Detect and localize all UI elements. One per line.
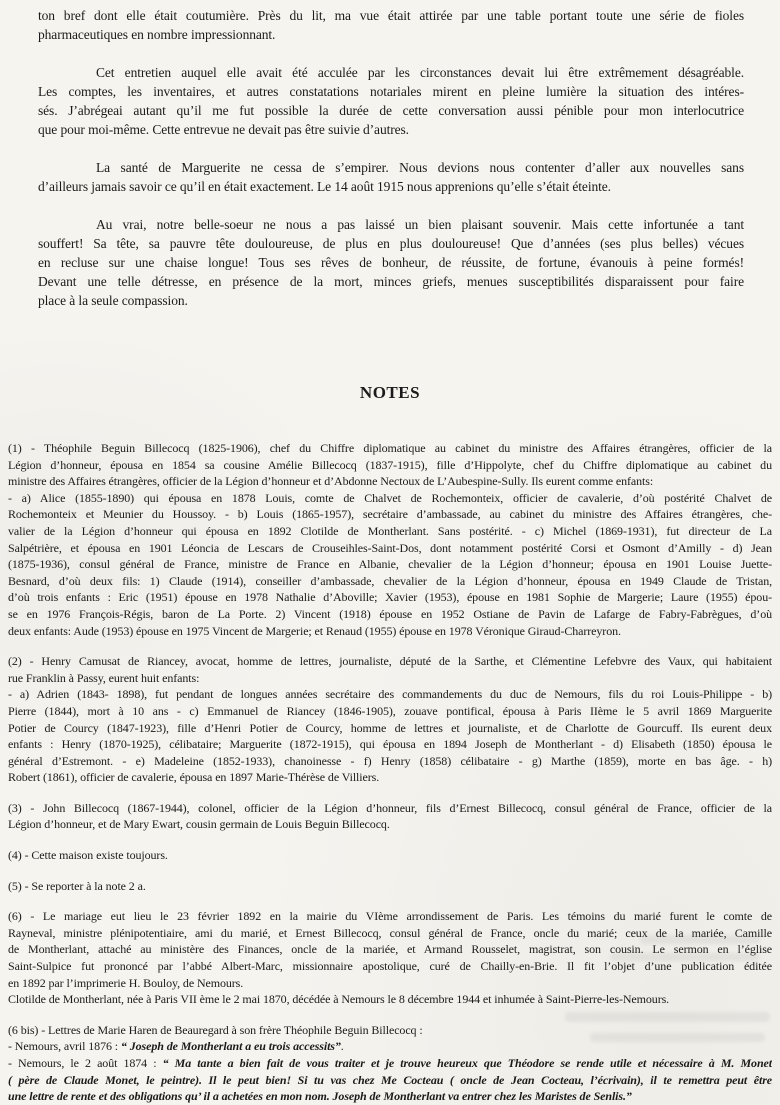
text-line	[8, 1088, 772, 1105]
text-segment: se en 1976 François-Régis, baron de La Porte. 2) Vincent (1918) épouse en 1952 Ostiane de Pavin de Lafarge de Fabry-Fabrègues, d’où	[8, 606, 772, 621]
text-segment: (3) - John Billecocq (1867-1944), colonel, officier de la Légion d’honneur, fils d’Ernest Billecocq, consul général de France, officier de la	[8, 800, 772, 815]
text-segment: Clotilde de Montherlant, née à Paris VII ème le 2 mai 1870, décédée à Nemours le 8 décembre 1944 et inhumée à Saint-Pierre-les-Nemours.	[8, 992, 670, 1007]
text-segment: que pour moi-même. Cette entrevue ne devait pas être suivie d’autres.	[38, 122, 409, 137]
body-paragraph	[38, 215, 744, 310]
text-line	[38, 158, 744, 177]
text-segment: général d’Estremont. - e) Madeleine (1852-1933), chanoinesse - f) Henry (1858) célibataire - g) Marthe (1859), morte en bas âge. - h)	[8, 753, 772, 768]
note-block	[8, 847, 772, 864]
bleedthrough-artifact	[640, 935, 760, 944]
text-line	[38, 25, 744, 44]
text-segment: d’où trois enfants : Eric (1951) épouse en 1978 Nathalie d’Aboville; Xavier (1953), épouse en 1981 Sophie de Margerie; Laure (1955) épou-	[8, 590, 772, 605]
text-segment: pharmaceutiques en nombre impressionnant.	[38, 27, 276, 42]
text-segment: Au vrai, notre belle-soeur ne nous a pas laissé un bien plaisant souvenir. Mais cette infortunée a tant	[96, 217, 744, 232]
text-line	[8, 703, 772, 720]
text-segment: sés. J’abrégeai autant qu’il me fut possible la durée de cette conversation aussi pénible pour mon interlocutrice	[38, 103, 744, 118]
text-segment: enfants : Henry (1870-1925), célibataire; Marguerite (1872-1915), qui épousa en 1894 Joseph de Montherlant - d) Elisabeth (1850) épousa le	[8, 737, 772, 752]
text-segment: deux enfants: Aude (1953) épouse en 1975 Vincent de Margerie; et Renaud (1955) épouse en 1978 Véronique Giraud-Charreyron.	[8, 623, 621, 638]
note-block	[8, 440, 772, 639]
text-segment: (4) - Cette maison existe toujours.	[8, 848, 168, 863]
text-segment: Salpétrière, et épousa en 1901 Léoncia de Lescars de Crouseihles-Saint-Dos, dont notamment postérité Corsi et Osmont d’Amilly - d) Jean	[8, 540, 772, 555]
text-line	[8, 556, 772, 573]
text-segment: ministre des Affaires étrangères, officier de la Légion d’honneur et d’Abdonne Nectoux de L’Aubespine-Sully. Ils eurent comme enfants:	[8, 474, 654, 489]
text-line	[8, 686, 772, 703]
text-line	[8, 1072, 772, 1089]
text-line	[8, 975, 772, 992]
text-line	[38, 101, 744, 120]
text-line	[38, 234, 744, 253]
text-line	[38, 120, 744, 139]
text-segment: (5) - Se reporter à la note 2 a.	[8, 878, 146, 893]
text-segment: Robert (1861), officier de cavalerie, épousa en 1897 Marie-Thérèse de Villiers.	[8, 770, 380, 785]
text-line	[38, 291, 744, 310]
text-line	[8, 720, 772, 737]
italic-quote-segment: ( père de Claude Monet, le peintre). Il le peut bien! Si tu vas chez Me Cocteau ( oncle de Jean Cocteau, l’écrivain), il te remettra peut être	[8, 1072, 772, 1087]
italic-quote-segment: une lettre de rente et des obligations qu’ il a achetées en mon nom. Joseph de Montherlant va entrer chez les Maristes de Senlis.”	[8, 1089, 632, 1104]
text-line	[38, 177, 744, 196]
text-segment: .	[340, 1039, 344, 1054]
body-paragraph	[38, 158, 744, 196]
text-line	[38, 253, 744, 272]
italic-quote-segment: “ Ma tante a bien fait de vous traiter et je trouve heureux que Théodore se rende utile et nécessaire à M. Monet	[162, 1056, 772, 1070]
text-line	[8, 457, 772, 474]
text-line	[8, 606, 772, 623]
text-segment: valier de la Légion d’honneur qui épousa en 1892 Clotilde de Montherlant. Sans postérité. - c) Michel (1869-1931), fut directeur de La	[8, 523, 772, 538]
text-segment: (1) - Théophile Beguin Billecocq (1825-1906), chef du Chiffre diplomatique au cabinet du ministre des Affaires étrangères, officier de la	[8, 441, 772, 455]
text-line	[8, 440, 772, 457]
text-segment: - a) Alice (1855-1890) qui épousa en 1878 Louis, comte de Chalvet de Rochemonteix, officier de cavalerie, d’où postérité Chalvet de	[8, 490, 772, 505]
text-segment: Devant une telle détresse, en présence de la mort, minces griefs, menues susceptibilités disparaissent pour faire	[38, 274, 744, 289]
text-line	[8, 908, 772, 925]
text-segment: d’ailleurs jamais savoir ce qu’il en était exactement. Le 14 août 1915 nous apprenions qu’elle s’était éteinte.	[38, 179, 611, 194]
notes-section	[0, 440, 780, 1105]
note-block	[8, 653, 772, 786]
text-line	[38, 215, 744, 234]
text-line	[8, 769, 772, 786]
text-segment: ton bref dont elle était coutumière. Près du lit, ma vue était attirée par une table portant toute une série de fioles	[38, 8, 744, 23]
text-segment: Saint-Sulpice fut prononcé par l’abbé Albert-Marc, missionnaire apostolique, curé de Chailly-en-Brie. Il fit l’objet d’une publication éditée	[8, 959, 772, 974]
notes-heading: NOTES	[359, 383, 421, 402]
text-line	[8, 816, 772, 833]
text-segment: - Nemours, le 2 août 1874 :	[8, 1056, 163, 1070]
text-line	[8, 473, 772, 490]
note-block	[8, 878, 772, 895]
body-section	[0, 0, 780, 310]
text-line	[38, 6, 744, 25]
body-paragraph	[38, 63, 744, 139]
text-line	[8, 490, 772, 507]
bleedthrough-artifact	[565, 1012, 770, 1022]
text-line	[8, 623, 772, 640]
text-line	[38, 63, 744, 82]
bleedthrough-artifact	[590, 1033, 765, 1042]
text-segment: Pierre (1844), mort à 10 ans - c) Emmanuel de Riancey (1846-1905), zouave pontifical, épousa à Paris IIème le 5 avril 1869 Marguerite	[8, 703, 772, 718]
text-segment: souffert! Sa tête, sa pauvre tête douloureuse, de plus en plus douloureuse! Que d’années (ses plus belles) vécues	[38, 236, 744, 251]
text-line	[8, 540, 772, 557]
text-segment: Légion d’honneur, et de Mary Ewart, cousin germain de Louis Beguin Billecocq.	[8, 817, 390, 832]
text-segment: Rayneval, ministre plénipotentiaire, ami du marié, et Ernest Billecocq, consul général de France, oncle du marié; ceux de la mariée, Camille	[8, 925, 772, 940]
text-segment: de Montherlant, attaché au ministère des Finances, oncle de la mariée, et Armand Rousselet, magistrat, son cousin. Le sermon en l’église	[8, 942, 772, 957]
text-segment: - Nemours, avril 1876 :	[8, 1039, 121, 1054]
text-segment: - a) Adrien (1843- 1898), fut pendant de longues années secrétaire des commandements du duc de Nemours, fils du roi Louis-Philippe - b)	[8, 687, 772, 702]
text-line	[8, 878, 772, 895]
text-line	[8, 736, 772, 753]
text-line	[8, 800, 772, 817]
text-segment: Légion d’honneur, épousa en 1854 sa cousine Amélie Billecocq (1837-1915), fille d’Hippolyte, chef du Chiffre diplomatique au cabinet du	[8, 457, 772, 472]
italic-quote-segment: “ Joseph de Montherlant a eu trois accessits”	[120, 1039, 341, 1054]
text-segment: Potier de Courcy (1847-1923), fille d’Henri Potier de Courcy, homme de lettres et journaliste, et de Charlotte de Gourcuff. Ils eurent deux	[8, 720, 772, 735]
text-line	[38, 272, 744, 291]
text-line	[8, 573, 772, 590]
text-line	[8, 589, 772, 606]
text-line	[38, 82, 744, 101]
text-segment: (6 bis) - Lettres de Marie Haren de Beauregard à son frère Théophile Beguin Billecocq :	[8, 1022, 423, 1037]
text-segment: rue Franklin à Passy, eurent huit enfants:	[8, 670, 200, 685]
text-segment: (6) - Le mariage eut lieu le 23 février 1892 en la mairie du VIème arrondissement de Paris. Les témoins du marié furent le comte de	[8, 909, 772, 924]
text-segment: place à la seule compassion.	[38, 293, 188, 308]
text-line	[8, 653, 772, 670]
text-line	[8, 753, 772, 770]
text-line	[8, 991, 772, 1008]
text-line	[8, 670, 772, 687]
text-line	[8, 523, 772, 540]
text-segment: en 1892 par l’imprimerie H. Bouloy, de Nemours.	[8, 975, 244, 990]
text-segment: Rochemonteix et Meunier du Houssoy. - b) Louis (1865-1957), secrétaire d’ambassade, au cabinet du ministre des Affaires étrangères, che-	[8, 507, 772, 522]
text-segment: Besnard, d’où deux fils: 1) Claude (1914), conseiller d’ambassade, chevalier de la Légion d’honneur, épousa en 1949 Claude de Tristan,	[8, 573, 772, 588]
text-segment: (1875-1936), consul général de France, ministre de France en Albanie, chevalier de la Légion d’honneur; épousa en 1901 Louise Juette-	[8, 557, 772, 572]
text-segment: Cet entretien auquel elle avait été acculée par les circonstances devait lui être extrêmement désagréable.	[96, 65, 744, 80]
text-segment: La santé de Marguerite ne cessa de s’empirer. Nous devions nous contenter d’aller aux nouvelles sans	[96, 160, 744, 175]
text-line	[8, 847, 772, 864]
text-line	[8, 1055, 772, 1072]
text-segment: en recluse sur une chaise longue! Tous ses rêves de bonheur, de réussite, de fortune, évanouis à peine formés!	[38, 255, 744, 270]
bleedthrough-artifact	[610, 953, 760, 961]
text-line	[8, 506, 772, 523]
body-paragraph	[38, 6, 744, 44]
text-segment: Les comptes, les inventaires, et autres constatations notariales mirent en pleine lumière la situation des intéres-	[38, 84, 744, 99]
text-segment: (2) - Henry Camusat de Riancey, avocat, homme de lettres, journaliste, député de la Sarthe, et Clémentine Lefebvre des Vaux, qui habitaient	[8, 654, 772, 669]
note-block	[8, 800, 772, 833]
